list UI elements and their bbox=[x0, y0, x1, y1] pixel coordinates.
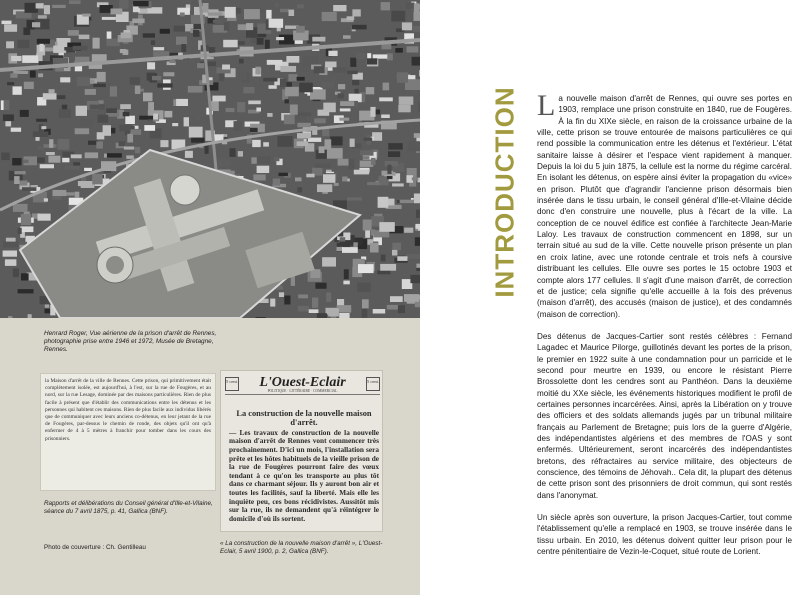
aerial-photo bbox=[0, 0, 420, 318]
masthead-price-left: 5 cent. bbox=[225, 377, 239, 391]
introduction-body bbox=[537, 89, 792, 568]
aerial-photo-caption: Henrard Roger, Vue aérienne de la prison d'arrêt de Rennes, photographie prise entre 1946 et 1972, Musée de Bretagne, Rennes. bbox=[44, 330, 217, 353]
paragraph-1 bbox=[537, 89, 792, 320]
newspaper-article bbox=[229, 409, 379, 523]
section-title bbox=[488, 86, 522, 298]
ouest-eclair-caption: « La construction de la nouvelle maison d'arrêt », L'Ouest-Eclair, 5 avril 1900, p. 2, Gallica (BNF). bbox=[220, 540, 383, 555]
right-page bbox=[420, 0, 810, 595]
section-title-text: INTRODUCTION bbox=[489, 86, 520, 298]
newspaper-article-heading: La construction de la nouvelle maison d'arrêt. bbox=[236, 409, 372, 428]
council-report-clipping bbox=[40, 373, 216, 491]
paragraph-2: Des détenus de Jacques-Cartier sont restés célèbres : Fernand Lagadec et Maurice Pilorge, guillotinés devant les portes de la prison, le premier en 1922 suite à une condamnation pour un parricide et le second pour meurtre en 1939, ou encore le résistant Pierre Brossolette dont les cendres sont au Panthéon. Dans la deuxième moitié du XXe siècle, les événements historiques modifient le profil de certaines personnes incarcérées. Ainsi, après la Libération on y trouve des officiers et des soldats allemands jugés par un tribunal militaire français au Parlement de Bretagne; puis lors de la guerre d'Algérie, des indépendantistes algériens et des membres de l'OAS y sont enfermés. Ultérieurement, seront incarcérés des indépendantistes bretons, des réfractaires au service militaire, des objecteurs de conscience, des témoins de Jéhovah.. Cela dit, la plupart des détenus de cette prison sont des prisonniers de droit commun, qui sont restés dans l'anonymat. bbox=[537, 331, 792, 500]
aerial-photo-illustration bbox=[0, 0, 420, 318]
newspaper-subtitle: POLITIQUE · LITTÉRAIRE · COMMERCIAL bbox=[267, 389, 338, 393]
newspaper-article-body: — Les travaux de construction de la nouvelle maison d'arrêt de Rennes vont commencer très prochainement. D'ici un mois, l'installation sera prête et les hôtes habituels de la vieille prison de la rue de Fougères pourront faire des vœux tendant à ce qu'on les transporte au plus tôt dans ce charmant séjour. Ils y auront bon air et toutes les facilités, sauf la liberté. Mais elle les inquiète peu, ces bons récidivistes. Aussitôt mis sur la rue, ils ne demandent qu'à réintégrer le domicile d'où ils sortent. bbox=[229, 427, 379, 523]
ouest-eclair-clipping bbox=[220, 370, 383, 532]
council-report-text: la Maison d'arrêt de la ville de Rennes. Cette prison, qui primitivement était complètement isolée, est aujourd'hui, à l'est, sur la rue de Fougères, et au nord, sur la rue Lesage, dominée par des maisons particulières. Rien de plus facile à présent que d'établir des communications entre les détenus et les personnes qui habitent ces maisons. Rien de plus facile aux individus libérés que de communiquer avec leurs anciens co-détenus, en leur jetant de la rue de Fougères, par-dessus le chemin de ronde, des objets qu'il ont qu'à enfermer de 4 à 5 mètres à franchir pour tomber dans les cours des prisonniers. bbox=[45, 378, 211, 442]
newspaper-title: L'Ouest-Eclair bbox=[259, 375, 346, 390]
paragraph-1-text: a nouvelle maison d'arrêt de Rennes, qui ouvre ses portes en 1903, remplace une prison construite en 1840, rue de Fougères. À la fin du XIXe siècle, en raison de la croissance urbaine de la ville, cette prison se trouve entourée de maisons particulières ce qui rend possible la communication entre les détenus et l'extérieur. L'état sanitaire laisse à désirer et l'espace vient rapidement à manquer. Depuis la loi du 5 juin 1875, la cellule est la norme du régime carcéral. En isolant les détenus, on espère ainsi éviter la propagation du «vice» en prison. Plutôt que d'agrandir l'ancienne prison désormais bien insérée dans le tissu urbain, le conseil général d'Ille-et-Vilaine décide donc d'en construire une nouvelle, plus à l'écart de la ville. La conception de ce nouvel édifice est confiée à l'architecte Jean-Marie Laloy. Les travaux de construction commencent en 1898, sur un terrain situé au sud de la ville. Cette nouvelle prison présente un plan en croix latine, avec une rotonde centrale et trois nefs à coursive distribuant les cellules. Elle ouvre ses portes le 15 octobre 1903 et compte alors 177 cellules. Il s'agit d'une maison d'arrêt, de correction et de justice; cela signifie qu'elle accueille à la fois des prévenus (maison d'arrêt), des accusés (maison de justice), et des condamnés (maison de correction). bbox=[537, 94, 792, 319]
masthead-price-right: 5 cent. bbox=[366, 377, 380, 391]
drop-cap: L bbox=[537, 89, 556, 122]
council-report-caption: Rapports et délibérations du Conseil général d'Ille-et-Vilaine, séance du 7 avril 1875, p. 41, Gallica (BNF). bbox=[44, 500, 213, 515]
newspaper-masthead bbox=[225, 375, 380, 395]
cover-photo-credit: Photo de couverture : Ch. Gentilleau bbox=[44, 544, 146, 551]
paragraph-3: Un siècle après son ouverture, la prison Jacques-Cartier, tout comme l'établissement qu'elle a remplacé en 1903, se trouve insérée dans le tissu urbain. En 2010, les détenus doivent quitter leur prison pour le centre pénitentiaire de Vezin-le-Coquet, situé route de Lorient. bbox=[537, 513, 792, 557]
